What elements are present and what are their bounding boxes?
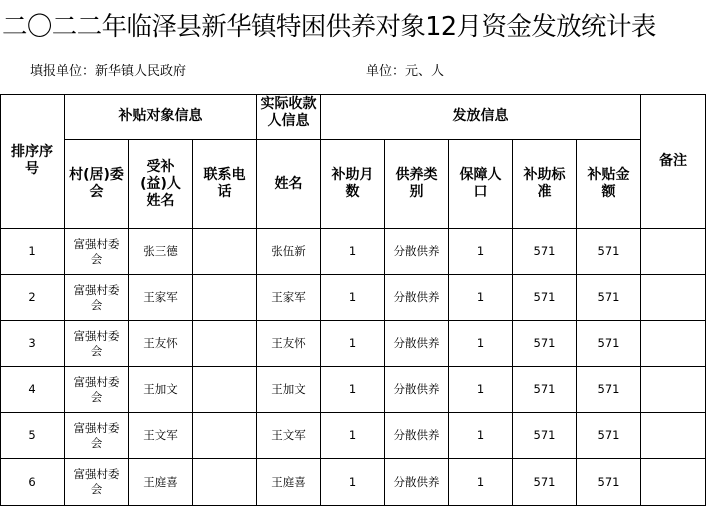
cell-months (321, 229, 385, 275)
cell-persons-text: 1 (476, 290, 485, 304)
cell-village-text: 富强村委会 (73, 236, 120, 266)
cell-amount-text: 571 (597, 382, 620, 396)
cell-standard (513, 459, 577, 506)
cell-type (385, 413, 449, 459)
cell-persons-text: 1 (476, 474, 485, 489)
header-months: 补助月数 (321, 140, 385, 229)
cell-months (321, 413, 385, 459)
cell-standard (513, 367, 577, 413)
cell-seq-text: 2 (28, 290, 36, 304)
cell-payee-text: 王庭喜 (271, 474, 306, 489)
cell-payee (257, 459, 321, 506)
cell-seq-text: 5 (28, 428, 36, 442)
cell-type-text: 分散供养 (393, 382, 440, 396)
header-phone: 联系电话 (193, 140, 257, 229)
reporting-unit: 填报单位：新华镇人民政府 (30, 64, 187, 79)
cell-persons-text: 1 (476, 428, 485, 442)
cell-village-text: 富强村委会 (73, 282, 120, 312)
cell-recipient-text: 王文军 (143, 428, 178, 442)
cell-payee (257, 275, 321, 321)
cell-standard (513, 229, 577, 275)
header-recipient: 受补(益)人姓名 (129, 140, 193, 229)
header-remarks: 备注 (641, 94, 706, 229)
cell-village (65, 275, 129, 321)
header-amount: 补贴金额 (577, 140, 641, 229)
cell-type (385, 459, 449, 506)
cell-amount-text: 571 (597, 244, 620, 258)
cell-standard-text: 571 (533, 244, 556, 258)
cell-persons-text: 1 (476, 382, 485, 396)
cell-seq-text: 4 (28, 382, 36, 396)
cell-remarks (641, 413, 706, 459)
cell-recipient-text: 王加文 (143, 382, 178, 396)
cell-remarks (641, 367, 706, 413)
cell-recipient-text: 张三德 (143, 244, 178, 258)
cell-amount (577, 413, 641, 459)
cell-months (321, 275, 385, 321)
cell-persons (449, 367, 513, 413)
cell-remarks (641, 275, 706, 321)
cell-type (385, 321, 449, 367)
cell-payee (257, 413, 321, 459)
cell-village (65, 229, 129, 275)
cell-recipient-text: 王友怀 (143, 336, 178, 350)
header-actual-payee: 实际收款人信息 (257, 94, 321, 140)
cell-months-text: 1 (348, 428, 357, 442)
cell-seq-text: 3 (28, 336, 36, 350)
cell-phone (193, 413, 257, 459)
cell-months-text: 1 (348, 474, 357, 489)
cell-amount-text: 571 (597, 336, 620, 350)
cell-phone (193, 275, 257, 321)
header-payee-name: 姓名 (257, 140, 321, 229)
header-persons: 保障人口 (449, 140, 513, 229)
cell-recipient-text: 王家军 (143, 290, 178, 304)
header-village: 村(居)委会 (65, 140, 129, 229)
cell-type (385, 367, 449, 413)
cell-standard-text: 571 (533, 336, 556, 350)
cell-seq (0, 367, 65, 413)
cell-months-text: 1 (348, 244, 357, 258)
cell-village-text: 富强村委会 (73, 374, 120, 404)
cell-recipient (129, 413, 193, 459)
cell-months-text: 1 (348, 290, 357, 304)
cell-persons (449, 459, 513, 506)
cell-type-text: 分散供养 (393, 428, 440, 442)
cell-seq-text: 1 (28, 244, 36, 258)
cell-seq-text: 6 (28, 474, 36, 489)
cell-remarks (641, 459, 706, 506)
cell-months (321, 367, 385, 413)
cell-recipient-text: 王庭喜 (143, 474, 178, 489)
header-seq: 排序序号 (0, 94, 65, 229)
cell-phone (193, 459, 257, 506)
cell-amount-text: 571 (597, 474, 620, 489)
cell-recipient (129, 367, 193, 413)
cell-village (65, 321, 129, 367)
cell-recipient (129, 229, 193, 275)
cell-village-text: 富强村委会 (73, 420, 120, 450)
cell-type-text: 分散供养 (393, 290, 440, 304)
cell-type-text: 分散供养 (393, 244, 440, 258)
cell-phone (193, 367, 257, 413)
cell-persons (449, 413, 513, 459)
cell-standard-text: 571 (533, 290, 556, 304)
header-release-group: 发放信息 (321, 94, 641, 140)
cell-remarks (641, 321, 706, 367)
header-standard: 补助标准 (513, 140, 577, 229)
cell-type (385, 275, 449, 321)
cell-persons (449, 321, 513, 367)
cell-months (321, 321, 385, 367)
cell-type (385, 229, 449, 275)
cell-payee-text: 王加文 (271, 382, 306, 396)
cell-village (65, 459, 129, 506)
cell-persons-text: 1 (476, 244, 485, 258)
cell-payee (257, 321, 321, 367)
cell-amount (577, 459, 641, 506)
cell-amount (577, 275, 641, 321)
cell-type-text: 分散供养 (393, 474, 440, 489)
cell-phone (193, 229, 257, 275)
cell-standard-text: 571 (533, 474, 556, 489)
cell-recipient (129, 275, 193, 321)
cell-phone (193, 321, 257, 367)
cell-amount-text: 571 (597, 290, 620, 304)
cell-seq (0, 459, 65, 506)
cell-standard (513, 413, 577, 459)
cell-village-text: 富强村委会 (73, 328, 120, 358)
cell-recipient (129, 459, 193, 506)
cell-seq (0, 321, 65, 367)
cell-payee-text: 王友怀 (271, 336, 306, 350)
cell-village-text: 富强村委会 (73, 467, 120, 496)
cell-payee-text: 张伍新 (271, 244, 306, 258)
cell-remarks (641, 229, 706, 275)
cell-standard (513, 321, 577, 367)
cell-village (65, 413, 129, 459)
cell-months (321, 459, 385, 506)
page-title: 二〇二二年临泽县新华镇特困供养对象12月资金发放统计表 (2, 12, 656, 42)
cell-persons (449, 275, 513, 321)
cell-amount (577, 229, 641, 275)
cell-standard-text: 571 (533, 428, 556, 442)
header-support-type: 供养类别 (385, 140, 449, 229)
cell-village (65, 367, 129, 413)
cell-months-text: 1 (348, 336, 357, 350)
cell-standard-text: 571 (533, 382, 556, 396)
cell-amount-text: 571 (597, 428, 620, 442)
header-subsidy-group: 补贴对象信息 (65, 94, 257, 140)
cell-seq (0, 229, 65, 275)
cell-payee-text: 王家军 (271, 290, 306, 304)
cell-payee-text: 王文军 (271, 428, 306, 442)
cell-seq (0, 275, 65, 321)
cell-payee (257, 229, 321, 275)
cell-persons-text: 1 (476, 336, 485, 350)
cell-standard (513, 275, 577, 321)
cell-persons (449, 229, 513, 275)
unit-label: 单位：元、人 (366, 64, 445, 79)
cell-seq (0, 413, 65, 459)
cell-payee (257, 367, 321, 413)
cell-type-text: 分散供养 (393, 336, 440, 350)
cell-amount (577, 367, 641, 413)
cell-amount (577, 321, 641, 367)
cell-months-text: 1 (348, 382, 357, 396)
cell-recipient (129, 321, 193, 367)
